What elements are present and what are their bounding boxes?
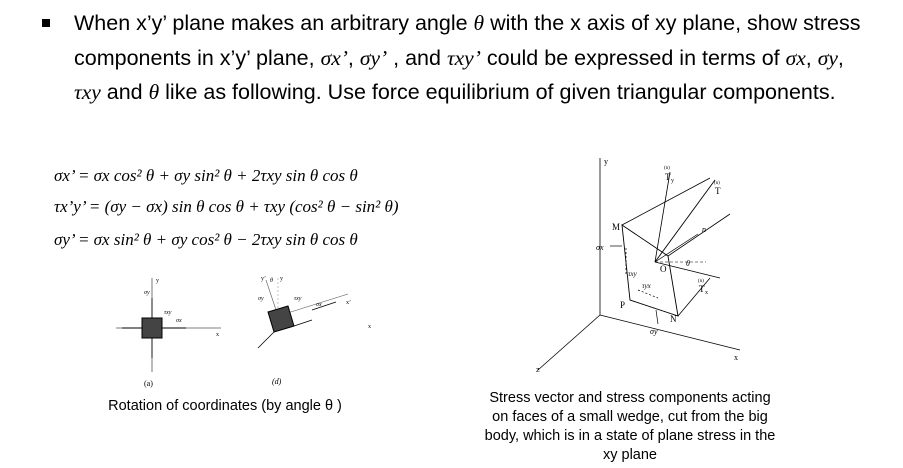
P-label: P (620, 300, 626, 310)
tau-xy-symbol: τxy (74, 80, 101, 104)
tau-xy-label: τxy (294, 296, 302, 302)
element-a (116, 278, 221, 388)
sigma-y-prime-symbol: σy’ (359, 45, 388, 70)
sigma-x-label: σx (316, 302, 322, 308)
theta-symbol: θ (473, 11, 485, 35)
intro-segment: When x’y’ plane makes an arbitrary angle (74, 11, 474, 35)
sigma-x-symbol: σx (785, 45, 806, 70)
theta-symbol: θ (148, 80, 160, 104)
Tx-subscript: x (705, 290, 708, 296)
superscript-n-label: (n) (664, 166, 670, 171)
stress-element-square (142, 318, 162, 338)
figure-label-d: (d) (272, 377, 282, 386)
tau-yx-label: τyx (642, 282, 651, 290)
traction-component-Ty (655, 172, 670, 262)
T-label: T (715, 186, 721, 196)
left-figure-caption: Rotation of coordinates (by angle θ ) (108, 398, 342, 414)
intro-segment: and (100, 80, 149, 104)
equation-sigma-x-prime: σx’ = σx cos² θ + σy sin² θ + 2τxy sin θ cos θ (54, 166, 358, 185)
equation-tau-x-prime-y-prime: τx’y’ = (σy − σx) sin θ cos θ + τxy (cos² θ − sin² θ) (54, 197, 399, 216)
tau-xy-label: τxy (164, 310, 172, 316)
rotated-stress-element (268, 306, 294, 332)
N-label: N (670, 314, 677, 324)
intro-segment: , (837, 45, 844, 70)
superscript-n-label: (n) (698, 279, 704, 284)
figure-label-a: (a) (144, 379, 153, 388)
intro-segment: , (347, 45, 360, 70)
wedge-edge (678, 278, 710, 316)
bullet-marker (42, 19, 50, 27)
Ty-subscript: y (671, 178, 674, 184)
n-label: n (702, 225, 706, 234)
superscript-n-label: (n) (714, 181, 720, 186)
tau-xy-prime-symbol: τxy’ (446, 45, 481, 70)
intro-segment: , and (387, 45, 447, 70)
x-axis-label: x (216, 332, 219, 338)
equation-sigma-y-prime: σy’ = σx sin² θ + σy cos² θ − 2τxy sin θ cos θ (54, 230, 358, 249)
shear-arrow (638, 290, 658, 298)
wedge-edge (668, 214, 730, 256)
intro-text (74, 6, 864, 110)
sigma-x-label: σx (176, 318, 182, 324)
sigma-y-label: σy (258, 296, 264, 302)
normal-stress-arrow (656, 310, 658, 324)
y-axis-label: y (604, 157, 608, 166)
y-label: y (280, 276, 283, 282)
wedge-edge (622, 178, 710, 225)
wedge-figure (530, 150, 770, 390)
x-axis-label: x (734, 353, 738, 362)
tau-xy-label: τxy (628, 270, 637, 278)
normal-vector-n (655, 234, 698, 262)
intro-segment: , (805, 45, 818, 70)
sigma-x-prime-symbol: σx’ (320, 45, 348, 70)
element-d (258, 276, 371, 386)
y-axis-label: y (156, 278, 159, 284)
traction-vector-T (655, 180, 715, 262)
O-label: O (660, 264, 667, 274)
rotation-figure (106, 270, 376, 390)
sigma-y-symbol: σy (817, 45, 838, 70)
x-prime-label: x’ (346, 300, 351, 306)
intro-segment: like as following. Use force equilibrium of given triangular components. (159, 80, 836, 104)
theta-label: θ (686, 259, 690, 268)
sigma-x-label: σx (596, 243, 604, 252)
intro-segment: could be expressed in terms of (480, 45, 786, 70)
sigma-y-label: σy (144, 290, 150, 296)
right-figure-caption: Stress vector and stress components acting on faces of a small wedge, cut from the big body, which is in a state of plane stress in the xy plane (484, 390, 776, 463)
z-axis-line (538, 315, 600, 370)
y-prime-label: y’ (261, 276, 266, 282)
sigma-y-label: σy (650, 327, 658, 336)
stress-arrow (294, 320, 312, 326)
M-label: M (612, 222, 621, 232)
theta-label: θ (270, 278, 273, 284)
Ty-label: T (665, 172, 671, 182)
stress-arrow (258, 332, 274, 348)
intro-segment: with the x axis of xy plane, show stress components in x’y’ plane, (74, 11, 861, 70)
Tx-label: T (699, 284, 705, 294)
x-label: x (368, 324, 371, 330)
z-axis-label: z (536, 365, 540, 374)
